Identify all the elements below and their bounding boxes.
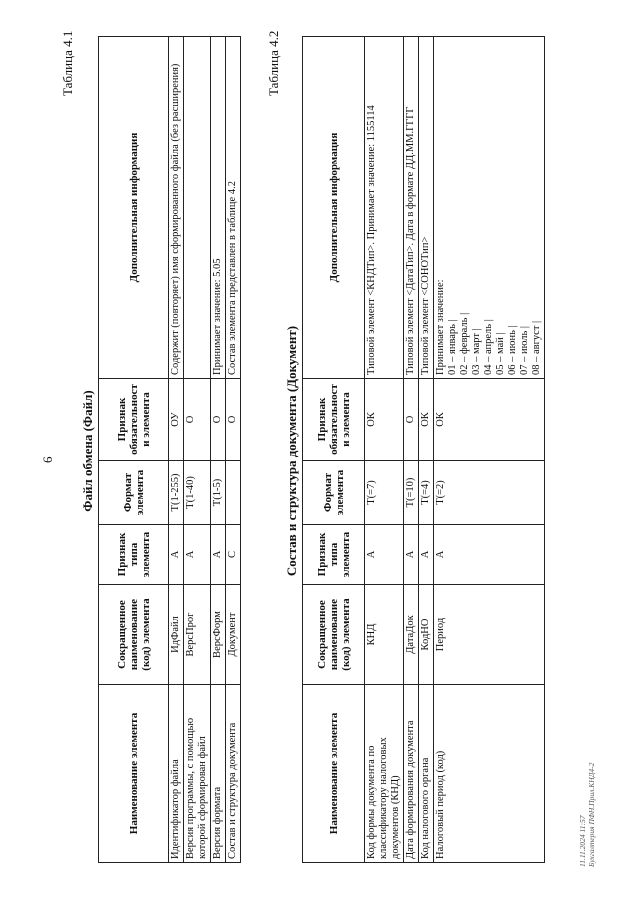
table-cell: ДатаДок xyxy=(404,584,419,684)
table-cell: Период xyxy=(434,584,545,684)
table1-header: Признак обязательности элемента xyxy=(99,378,169,460)
table-cell: Т(1-255) xyxy=(169,460,184,524)
table-cell: О xyxy=(404,378,419,460)
table2 xyxy=(302,36,545,863)
table-cell: Принимает значение: 01 – январь | 02 – февраль | 03 – март | 04 – апрель | 05 – май | 06 – июнь | 07 – июль | 08 – август | xyxy=(434,36,545,378)
table1-header: Наименование элемента xyxy=(99,684,169,862)
table1-header: Сокращенное наименование (код) элемента xyxy=(99,584,169,684)
table2-header: Признак типа элемента xyxy=(303,524,365,584)
table-cell: Т(=10) xyxy=(404,460,419,524)
table-row xyxy=(169,36,184,862)
table-cell: Состав элемента представлен в таблице 4.2 xyxy=(226,36,241,378)
table1-header-row xyxy=(99,36,169,862)
table-cell: Состав и структура документа xyxy=(226,684,241,862)
table-row xyxy=(226,36,241,862)
table-cell: О xyxy=(226,378,241,460)
table-cell: С xyxy=(226,524,241,584)
table-cell: Т(=7) xyxy=(365,460,404,524)
table-cell: Версия программы, с помощью которой сформирован файл xyxy=(184,684,211,862)
table1-number: Таблица 4.1 xyxy=(60,30,75,96)
table-cell: А xyxy=(419,524,434,584)
table-cell: Типовой элемент <КНДТип>. Принимает значение: 1155114 xyxy=(365,36,404,378)
table1-header: Дополнительная информация xyxy=(99,36,169,378)
table-cell: А xyxy=(184,524,211,584)
table-row xyxy=(365,36,404,862)
table1-title: Файл обмена (Файл) xyxy=(80,389,95,512)
table-cell: О xyxy=(184,378,211,460)
page-number: 6 xyxy=(40,456,55,463)
table-cell: ОК xyxy=(434,378,545,460)
table-cell: А xyxy=(404,524,419,584)
table-cell: А xyxy=(211,524,226,584)
table-cell: КодНО xyxy=(419,584,434,684)
table-cell: ОК xyxy=(365,378,404,460)
table-cell: Типовой элемент <СОНОТип> xyxy=(419,36,434,378)
table2-title: Состав и структура документа (Документ) xyxy=(284,325,299,576)
table-cell: Дата формирования документа xyxy=(404,684,419,862)
table-cell: Т(1-40) xyxy=(184,460,211,524)
table-cell: Версия формата xyxy=(211,684,226,862)
table-row xyxy=(184,36,211,862)
table-cell: А xyxy=(169,524,184,584)
table-cell: ИдФайл xyxy=(169,584,184,684)
table2-header: Признак обязательности элемента xyxy=(303,378,365,460)
table-cell: Т(=4) xyxy=(419,460,434,524)
table-cell: ОУ xyxy=(169,378,184,460)
table2-number: Таблица 4.2 xyxy=(266,30,281,96)
table-cell: Налоговый период (код) xyxy=(434,684,545,862)
table-cell: Идентификатор файла xyxy=(169,684,184,862)
table-cell: Документ xyxy=(226,584,241,684)
table-cell: Код налогового органа xyxy=(419,684,434,862)
table-cell: Код формы документа по классификатору налоговых документов (КНД) xyxy=(365,684,404,862)
print-stamp xyxy=(578,762,596,866)
table2-header-row xyxy=(303,36,365,862)
table-cell: Типовой элемент <ДатаТип>. Дата в формате ДД.ММ.ГГГГ xyxy=(404,36,419,378)
table-cell xyxy=(226,460,241,524)
table-cell: Т(=2) xyxy=(434,460,545,524)
table-cell: О xyxy=(211,378,226,460)
table1-header: Формат элемента xyxy=(99,460,169,524)
table-cell: Принимает значение: 5.05 xyxy=(211,36,226,378)
table-row xyxy=(404,36,419,862)
table1-header: Признак типа элемента xyxy=(99,524,169,584)
table-cell: ВерсПрог xyxy=(184,584,211,684)
table2-header: Дополнительная информация xyxy=(303,36,365,378)
table-cell: А xyxy=(434,524,545,584)
stamp-line: Бухгалтерия ПФН.Прил.КНД4-2 xyxy=(587,762,596,867)
table-row xyxy=(211,36,226,862)
table2-header: Формат элемента xyxy=(303,460,365,524)
table1 xyxy=(98,36,241,863)
table-cell: А xyxy=(365,524,404,584)
table-cell xyxy=(184,36,211,378)
table-cell: ВерсФорм xyxy=(211,584,226,684)
rotated-page xyxy=(20,11,620,891)
table-cell: Содержит (повторяет) имя сформированного файла (без расширения) xyxy=(169,36,184,378)
table-row xyxy=(419,36,434,862)
table2-header: Сокращенное наименование (код) элемента xyxy=(303,584,365,684)
table2-header: Наименование элемента xyxy=(303,684,365,862)
table-cell: Т(1-5) xyxy=(211,460,226,524)
stamp-line: 11.11.2024 11:57 xyxy=(578,815,587,867)
table-cell: ОК xyxy=(419,378,434,460)
table-cell: КНД xyxy=(365,584,404,684)
table-row xyxy=(434,36,545,862)
